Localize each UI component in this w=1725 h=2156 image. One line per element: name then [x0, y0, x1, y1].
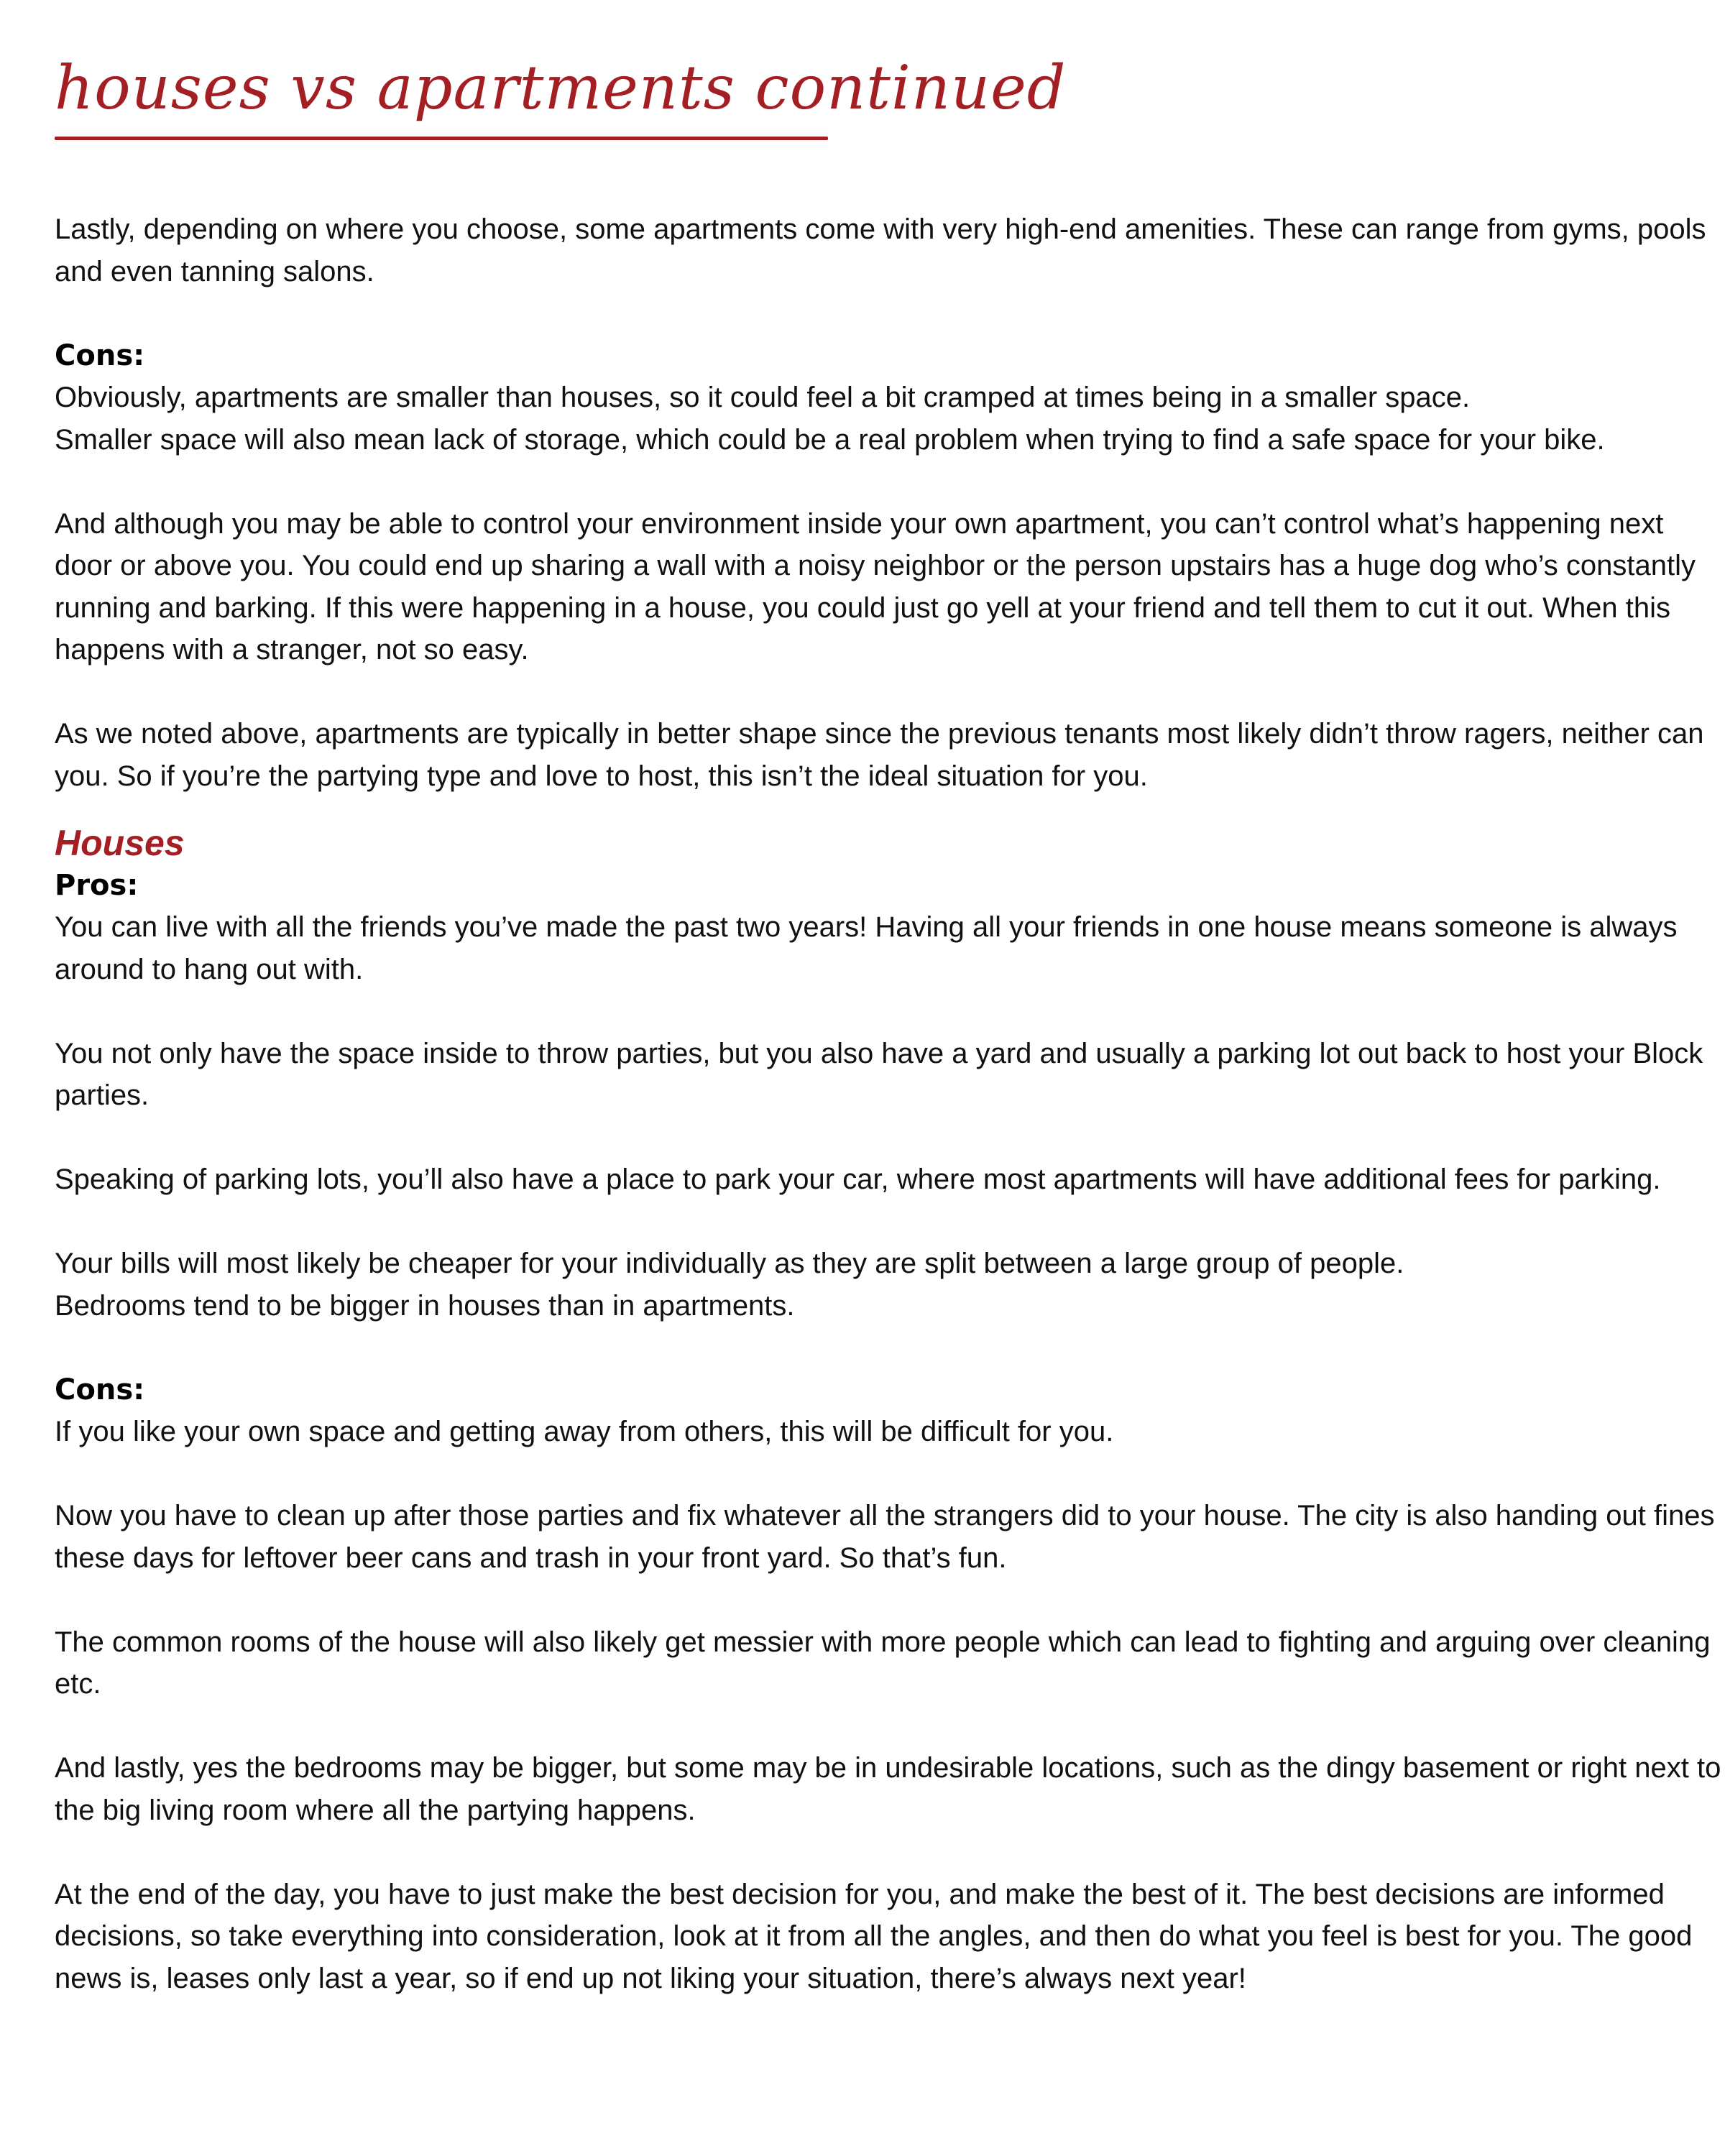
title-underline — [55, 137, 828, 140]
houses-cons-paragraph-2: Now you have to clean up after those parties and fix whatever all the strangers did to your house. The city is also handing out fines these days for leftover beer cans and trash in your front yard. So that’s fun. — [55, 1500, 1715, 1574]
houses-pros-paragraph-4-line-1: Your bills will most likely be cheaper for your individually as they are split between a large group of people. — [55, 1248, 1404, 1279]
page-title: houses vs apartments continued — [55, 52, 1067, 123]
houses-cons-paragraph-3: The common rooms of the house will also likely get messier with more people which can lead to fighting and arguing over cleaning etc. — [55, 1626, 1711, 1700]
spacer — [55, 1831, 1722, 1874]
apartments-intro-paragraph: Lastly, depending on where you choose, some apartments come with very high-end amenities. These can range from gyms, pools and even tanning salons. — [55, 213, 1706, 287]
spacer — [55, 797, 1722, 822]
spacer — [55, 461, 1722, 503]
spacer — [55, 1117, 1722, 1159]
apartments-cons-paragraph-2: And although you may be able to control your environment inside your own apartment, you can’t control what’s happening next door or above you. You could end up sharing a wall with a noisy neighbor or the person upstairs has a huge dog who’s constantly running and barking. If this were happening in a house, you could just go yell at your friend and tell them to cut it out. When this happens with a stranger, not so easy. — [55, 507, 1696, 665]
houses-pros-paragraph-4-line-2: Bedrooms tend to be bigger in houses than in apartments. — [55, 1289, 795, 1322]
spacer — [55, 990, 1722, 1033]
houses-cons-paragraph-4: And lastly, yes the bedrooms may be bigger, but some may be in undesirable locations, such as the dingy basement or right next to the big living room where all the partying happens. — [55, 1752, 1721, 1826]
spacer — [55, 1327, 1722, 1369]
apartments-cons-line-1: Obviously, apartments are smaller than houses, so it could feel a bit cramped at times being in a smaller space. — [55, 382, 1471, 413]
houses-pros-paragraph-3: Speaking of parking lots, you’ll also have a place to park your car, where most apartments will have additional fees for parking. — [55, 1164, 1661, 1195]
article-body — [55, 208, 1722, 1999]
spacer — [55, 671, 1722, 714]
apartments-cons-paragraph-3: As we noted above, apartments are typically in better shape since the previous tenants most likely didn’t throw ragers, neither can you. So if you’re the partying type and love to host, this isn’t the ideal situation for you. — [55, 718, 1704, 792]
apartments-cons-label: Cons: — [55, 338, 145, 372]
apartments-cons-line-2: Smaller space will also mean lack of storage, which could be a real problem when trying to find a safe space for your bike. — [55, 423, 1605, 456]
spacer — [55, 1453, 1722, 1496]
houses-cons-paragraph-1: If you like your own space and getting away from others, this will be difficult for you. — [55, 1416, 1114, 1447]
spacer — [55, 292, 1722, 335]
spacer — [55, 1705, 1722, 1748]
spacer — [55, 1579, 1722, 1621]
houses-pros-paragraph-1: You can live with all the friends you’ve made the past two years! Having all your friends in one house means someone is always around to hang out with. — [55, 911, 1678, 985]
conclusion-paragraph: At the end of the day, you have to just make the best decision for you, and make the best of it. The best decisions are informed decisions, so take everything into consideration, look at it from all the angles, and then do what you feel is best for you. The good news is, leases only last a year, so if end up not liking your situation, there’s always next year! — [55, 1878, 1693, 1994]
houses-heading: Houses — [55, 823, 185, 863]
houses-cons-label: Cons: — [55, 1373, 145, 1406]
spacer — [55, 1201, 1722, 1243]
houses-pros-label: Pros: — [55, 868, 139, 902]
houses-pros-paragraph-2: You not only have the space inside to throw parties, but you also have a yard and usually a parking lot out back to host your Block parties. — [55, 1037, 1703, 1111]
